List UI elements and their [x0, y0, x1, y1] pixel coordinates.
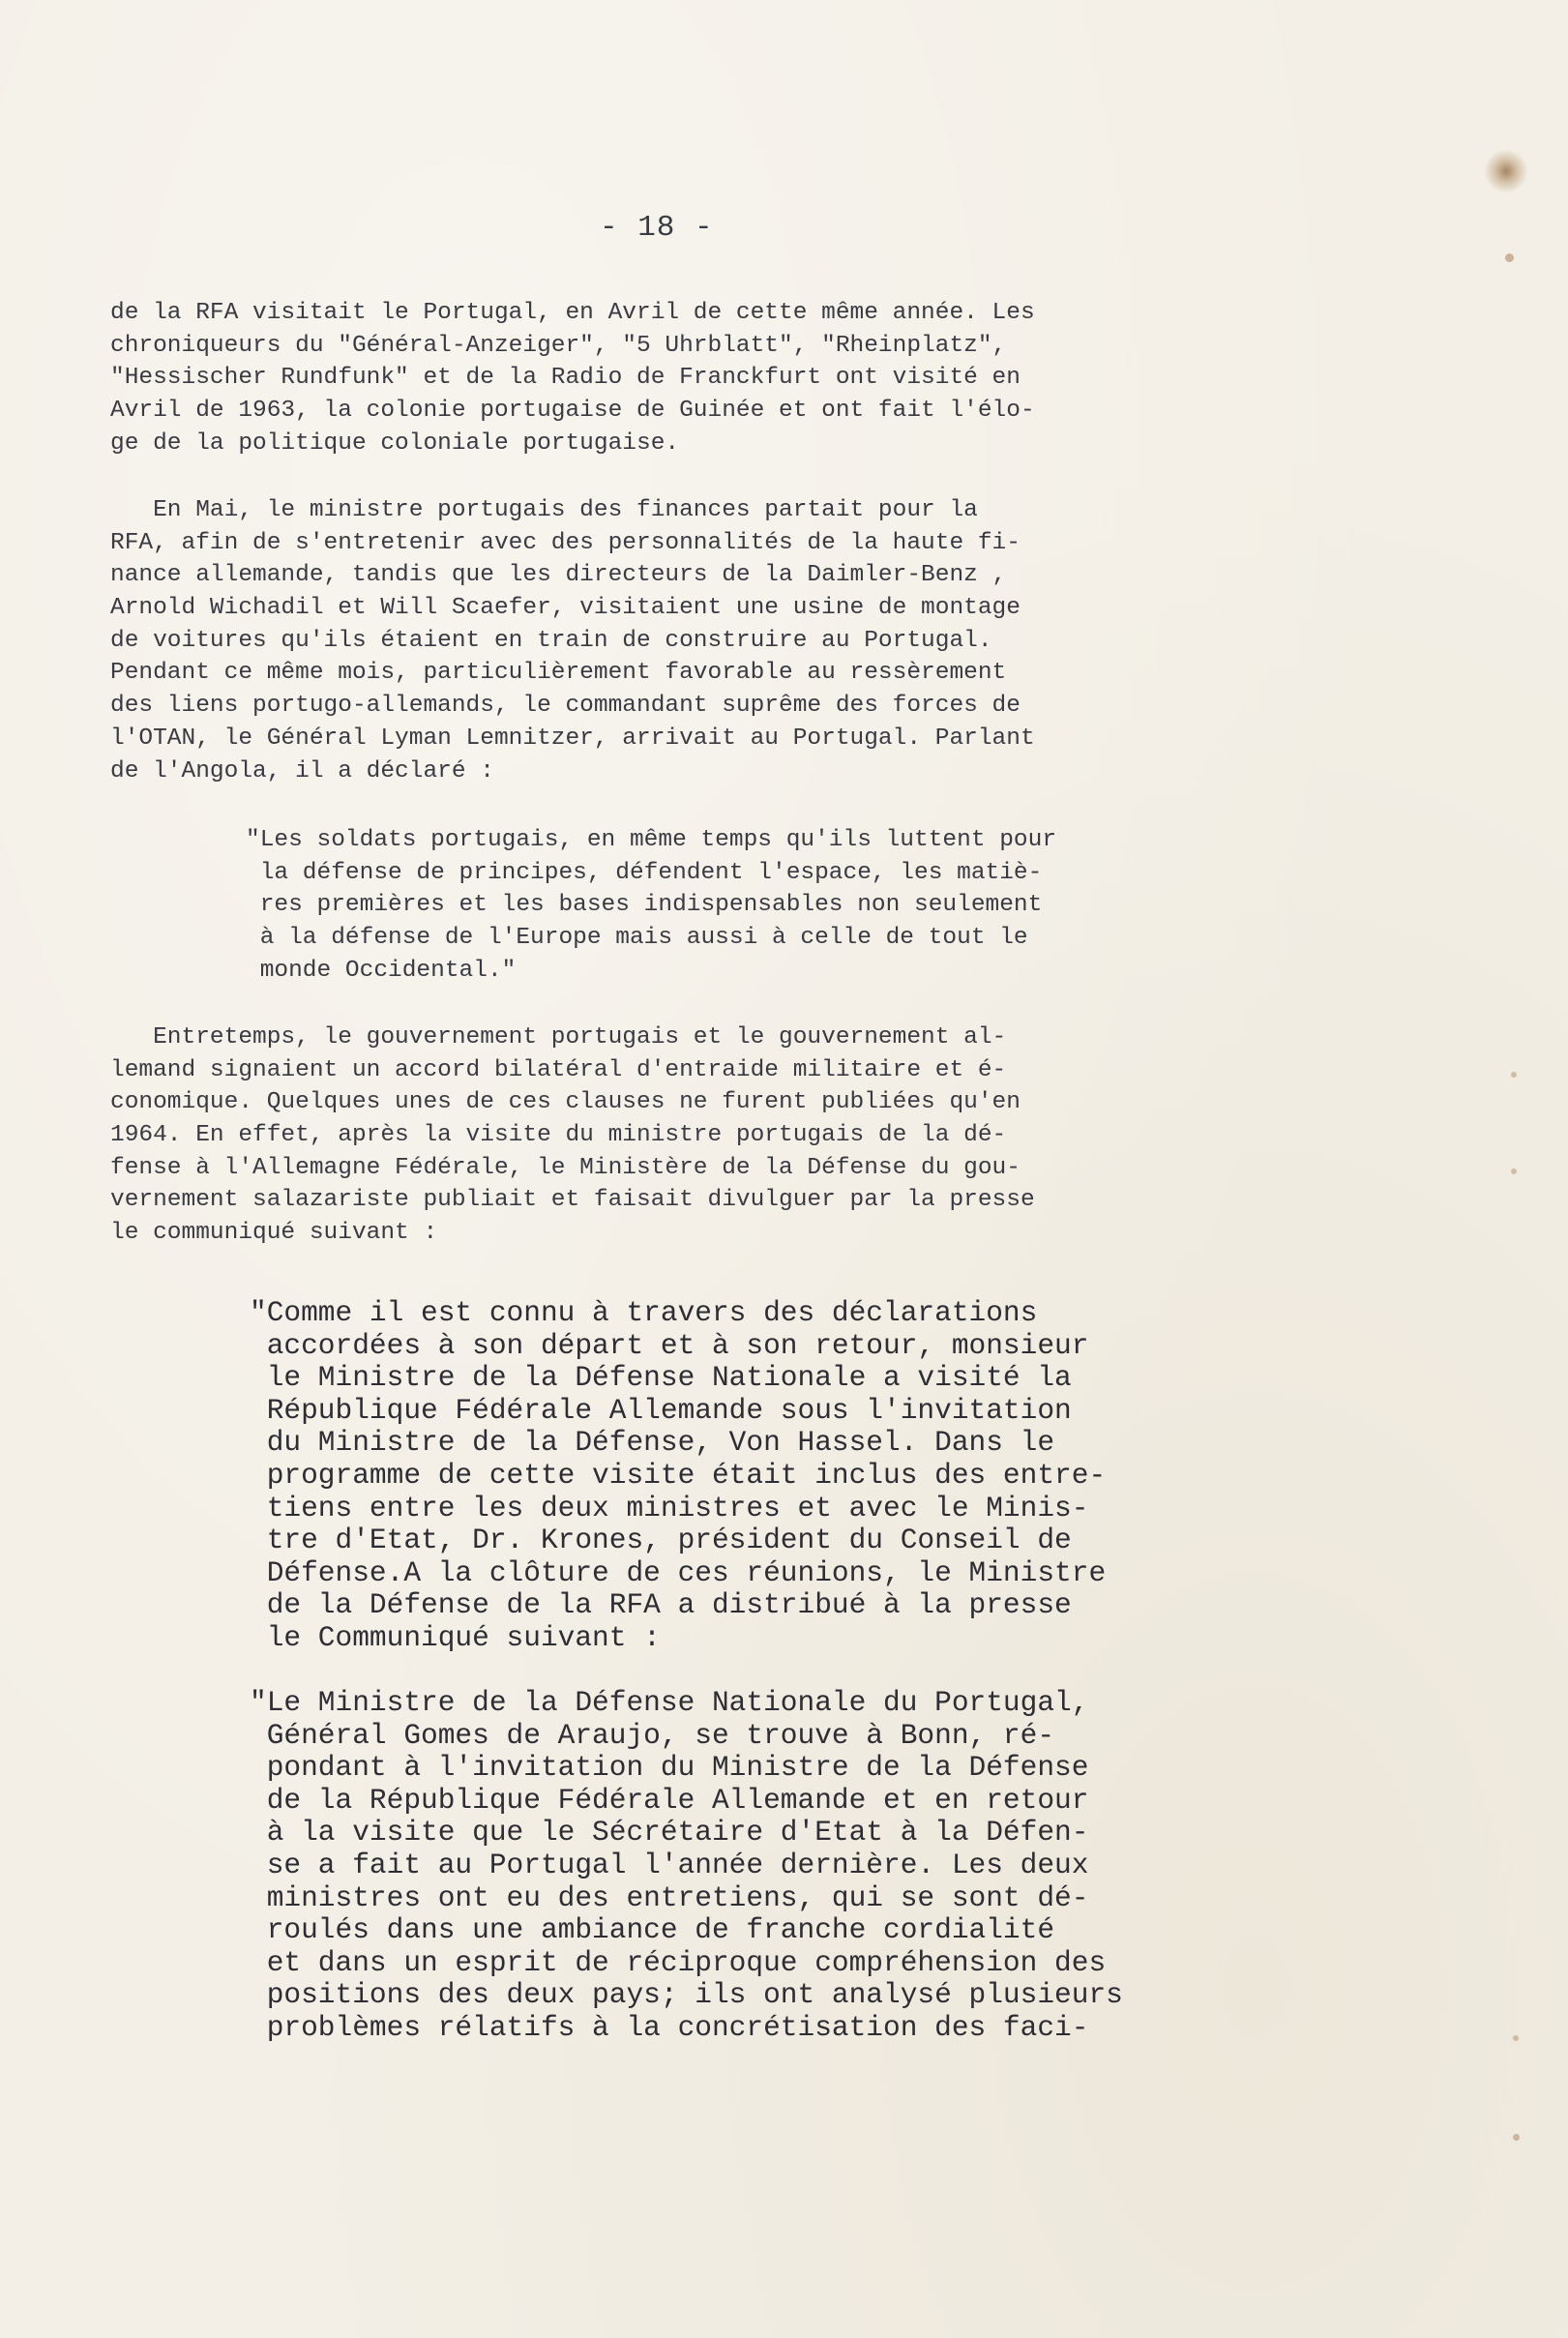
text-line: Général Gomes de Araujo, se trouve à Bonn, ré- [250, 1718, 1055, 1752]
text-line: RFA, afin de s'entretenir avec des personnalités de la haute fi- [110, 529, 1021, 556]
text-line: de la République Fédérale Allemande et en retour [250, 1783, 1089, 1817]
stain-speck [1505, 253, 1514, 262]
paragraph-2 [110, 494, 1035, 787]
text-line: à la visite que le Sécrétaire d'Etat à la Défen- [250, 1816, 1089, 1850]
text-line: et dans un esprit de réciproque compréhension des [250, 1945, 1107, 1979]
text-line: Défense.A la clôture de ces réunions, le Ministre [250, 1555, 1107, 1589]
block-quote-3 [250, 1687, 1123, 2045]
text-line: problèmes rélatifs à la concrétisation des faci- [250, 2010, 1089, 2044]
text-line: la défense de principes, défendent l'espace, les matiè- [246, 859, 1043, 886]
text-line: accordées à son départ et à son retour, monsieur [250, 1328, 1089, 1362]
text-line: monde Occidental." [246, 957, 517, 984]
text-line: le communiqué suivant : [110, 1220, 438, 1247]
text-line: le Communiqué suivant : [250, 1620, 661, 1654]
text-line: "Le Ministre de la Défense Nationale du Portugal, [250, 1686, 1089, 1719]
text-line: de la Défense de la RFA a distribué à la presse [250, 1588, 1072, 1622]
text-line: de voitures qu'ils étaient en train de construire au Portugal. [110, 627, 992, 654]
text-line: tre d'Etat, Dr. Krones, président du Conseil de [250, 1524, 1072, 1557]
text-line: République Fédérale Allemande sous l'invitation [250, 1393, 1072, 1427]
paragraph-1 [110, 297, 1035, 459]
text-line: positions des deux pays; ils ont analysé plusieurs [250, 1978, 1123, 2012]
text-line: lemand signaient un accord bilatéral d'entraide militaire et é- [110, 1056, 1007, 1083]
block-quote-2 [250, 1297, 1106, 1655]
text-line: à la défense de l'Europe mais aussi à celle de tout le [246, 925, 1028, 952]
text-line: programme de cette visite était inclus des entre- [250, 1458, 1107, 1492]
stain-speck [1513, 2035, 1519, 2041]
text-line: roulés dans une ambiance de franche cordialité [250, 1913, 1055, 1947]
text-line: res premières et les bases indispensables non seulement [246, 892, 1043, 919]
text-line: de l'Angola, il a déclaré : [110, 757, 494, 784]
text-line: ministres ont eu des entretiens, qui se sont dé- [250, 1880, 1089, 1914]
text-line: nance allemande, tandis que les directeurs de la Daimler-Benz , [110, 562, 1007, 589]
block-quote-1 [246, 824, 1056, 987]
text-line: Entretemps, le gouvernement portugais et le gouvernement al- [110, 1024, 1007, 1051]
text-line: fense à l'Allemagne Fédérale, le Ministère de la Défense du gou- [110, 1154, 1021, 1181]
page-number: - 18 - [600, 211, 714, 245]
text-line: le Ministre de la Défense Nationale a visité la [250, 1361, 1072, 1395]
text-line: de la RFA visitait le Portugal, en Avril de cette même année. Les [110, 300, 1035, 326]
text-line: se a fait au Portugal l'année dernière. Les deux [250, 1848, 1089, 1881]
text-line: Avril de 1963, la colonie portugaise de Guinée et ont fait l'élo- [110, 398, 1035, 425]
stain-spot [1484, 149, 1528, 193]
stain-speck [1513, 2134, 1520, 2141]
text-line: vernement salazariste publiait et faisait divulguer par la presse [110, 1187, 1035, 1214]
text-line: "Les soldats portugais, en même temps qu'ils luttent pour [246, 827, 1057, 853]
text-line: du Ministre de la Défense, Von Hassel. Dans le [250, 1426, 1055, 1460]
text-line: 1964. En effet, après la visite du ministre portugais de la dé- [110, 1122, 1007, 1149]
text-line: l'OTAN, le Général Lyman Lemnitzer, arrivait au Portugal. Parlant [110, 725, 1035, 752]
text-line: Arnold Wichadil et Will Scaefer, visitaient une usine de montage [110, 595, 1021, 622]
text-line: ge de la politique coloniale portugaise. [110, 429, 680, 457]
text-line: chroniqueurs du "Général-Anzeiger", "5 Uhrblatt", "Rheinplatz", [110, 332, 1007, 359]
text-line: Pendant ce même mois, particulièrement favorable au ressèrement [110, 660, 1007, 687]
stain-speck [1511, 1169, 1517, 1174]
text-line: tiens entre les deux ministres et avec le Minis- [250, 1491, 1089, 1524]
text-line: "Hessischer Rundfunk" et de la Radio de Franckfurt ont visité en [110, 365, 1021, 392]
text-line: En Mai, le ministre portugais des finances partait pour la [110, 497, 978, 523]
text-line: pondant à l'invitation du Ministre de la Défense [250, 1751, 1089, 1785]
paragraph-3 [110, 1021, 1035, 1250]
text-line: conomique. Quelques unes de ces clauses ne furent publiées qu'en [110, 1089, 1021, 1116]
text-line: "Comme il est connu à travers des déclarations [250, 1296, 1038, 1329]
stain-speck [1511, 1072, 1517, 1078]
text-line: des liens portugo-allemands, le commandant suprême des forces de [110, 693, 1021, 720]
